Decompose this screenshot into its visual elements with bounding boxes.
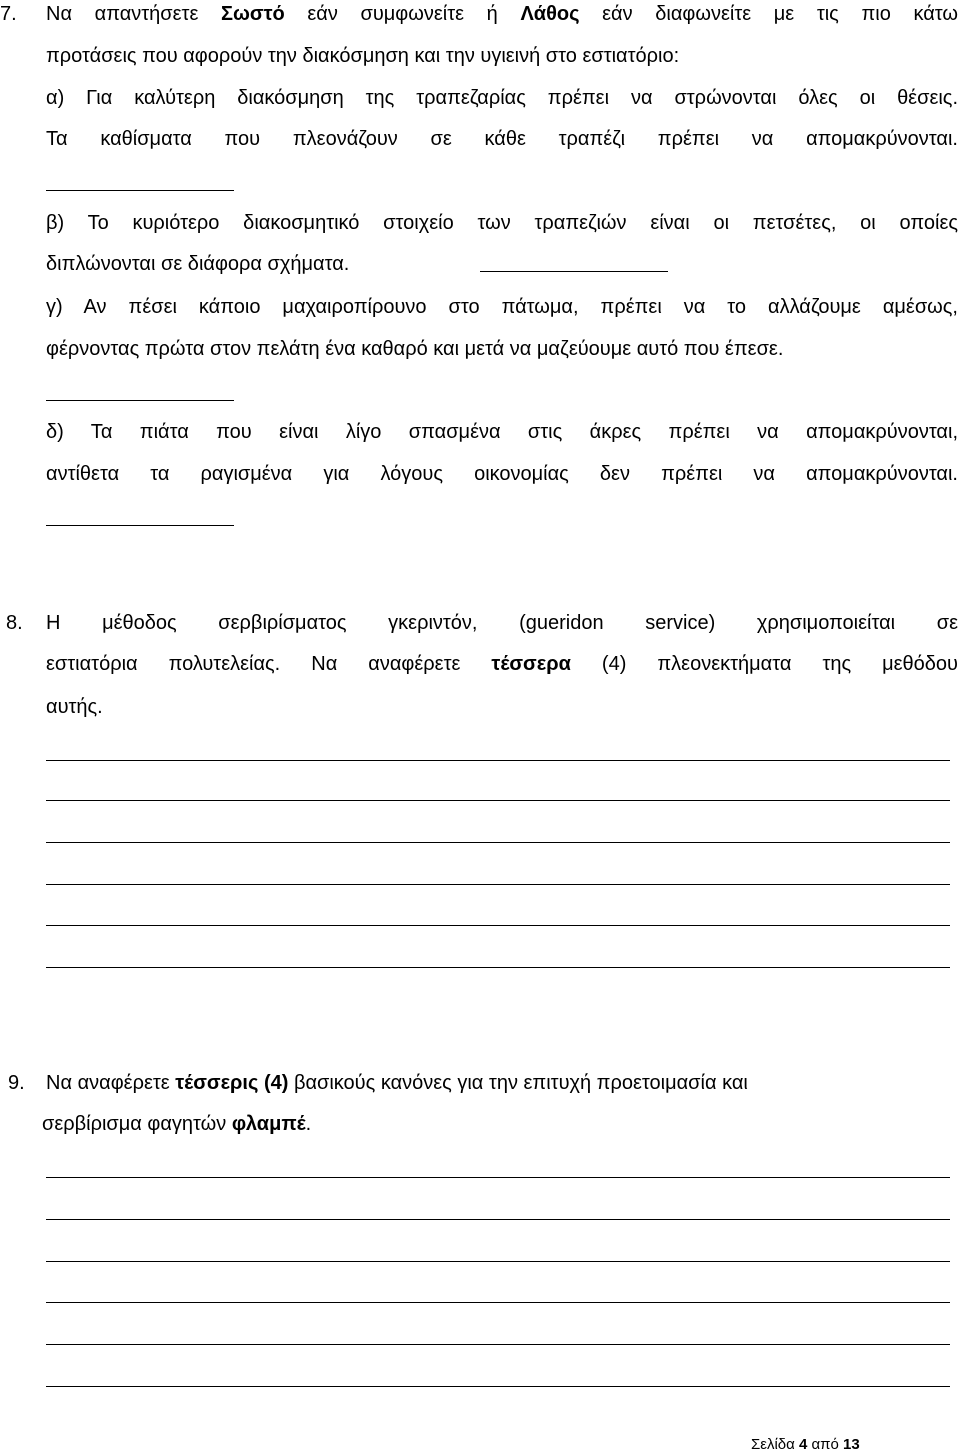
answer-line-q8-5[interactable] [46, 925, 950, 926]
question-8-text-part: εστιατόρια πολυτελείας. Να αναφέρετε [46, 653, 492, 675]
intro-text-part: εάν διαφωνείτε με τις πιο κάτω [579, 3, 958, 25]
question-9-text-part: βασικούς κανόνες για την επιτυχή προετοιμασία και [288, 1072, 748, 1094]
question-9-text-part: σερβίρισμα φαγητών [42, 1113, 232, 1135]
statement-d-line1: δ) Τα πιάτα που είναι λίγο σπασμένα στις άκρες πρέπει να απομακρύνονται, [46, 421, 958, 443]
footer-current-page: 4 [798, 1436, 808, 1453]
statement-a-line2: Τα καθίσματα που πλεονάζουν σε κάθε τραπέζι πρέπει να απομακρύνονται. [46, 128, 958, 150]
question-8-number: 8. [6, 612, 23, 634]
answer-line-q9-1[interactable] [46, 1177, 950, 1178]
footer-of-word: από [807, 1436, 844, 1453]
question-8-bold-count: τέσσερα [491, 653, 571, 675]
question-9-number: 9. [8, 1072, 25, 1094]
question-8-line3: αυτής. [46, 696, 103, 718]
question-7-number: 7. [0, 3, 17, 25]
question-8-text-part: (4) πλεονεκτήματα της μεθόδου [570, 653, 958, 675]
answer-blank-c[interactable] [46, 400, 234, 401]
answer-line-q9-6[interactable] [46, 1386, 950, 1387]
answer-line-q8-2[interactable] [46, 800, 950, 801]
answer-line-q9-3[interactable] [46, 1261, 950, 1262]
question-9-text-part: Να αναφέρετε [46, 1072, 176, 1094]
statement-b-line2: διπλώνονται σε διάφορα σχήματα. [46, 253, 350, 275]
page-number-footer [751, 1437, 860, 1452]
statement-b-line1: β) Το κυριότερο διακοσμητικό στοιχείο των τραπεζιών είναι οι πετσέτες, οι οποίες [46, 212, 958, 234]
answer-line-q8-1[interactable] [46, 760, 950, 761]
question-8-line1: Η μέθοδος σερβιρίσματος γκεριντόν, (gueridon service) χρησιμοποιείται σε [46, 612, 958, 634]
statement-c-line2: φέρνοντας πρώτα στον πελάτη ένα καθαρό και μετά να μαζεύουμε αυτό που έπεσε. [46, 338, 784, 360]
question-9-line1 [46, 1073, 748, 1093]
statement-c-line1: γ) Αν πέσει κάποιο μαχαιροπίρουνο στο πάτωμα, πρέπει να το αλλάζουμε αμέσως, [46, 296, 958, 318]
question-7-intro-line1 [46, 4, 958, 24]
answer-line-q9-4[interactable] [46, 1302, 950, 1303]
correct-keyword: Σωστό [221, 3, 285, 25]
question-9-text-part: . [305, 1113, 312, 1135]
answer-blank-a[interactable] [46, 190, 234, 191]
footer-total-pages: 13 [843, 1436, 860, 1453]
answer-line-q9-2[interactable] [46, 1219, 950, 1220]
wrong-keyword: Λάθος [520, 3, 580, 25]
intro-text-part: Να απαντήσετε [46, 3, 222, 25]
answer-line-q9-5[interactable] [46, 1344, 950, 1345]
answer-line-q8-6[interactable] [46, 967, 950, 968]
question-9-bold-count: τέσσερις (4) [175, 1072, 289, 1094]
question-7-intro-line2: προτάσεις που αφορούν την διακόσμηση και την υγιεινή στο εστιατόριο: [46, 45, 680, 67]
intro-text-part: εάν συμφωνείτε ή [284, 3, 521, 25]
statement-a-line1: α) Για καλύτερη διακόσμηση της τραπεζαρίας πρέπει να στρώνονται όλες οι θέσεις. [46, 87, 958, 109]
flambe-keyword: φλαμπέ [231, 1113, 306, 1135]
question-8-line2 [46, 654, 958, 674]
footer-page-word: Σελίδα [751, 1436, 799, 1453]
answer-line-q8-4[interactable] [46, 884, 950, 885]
question-9-line2 [42, 1114, 311, 1134]
answer-blank-d[interactable] [46, 525, 234, 526]
answer-blank-b[interactable] [480, 271, 668, 272]
answer-line-q8-3[interactable] [46, 842, 950, 843]
statement-d-line2: αντίθετα τα ραγισμένα για λόγους οικονομίας δεν πρέπει να απομακρύνονται. [46, 463, 958, 485]
